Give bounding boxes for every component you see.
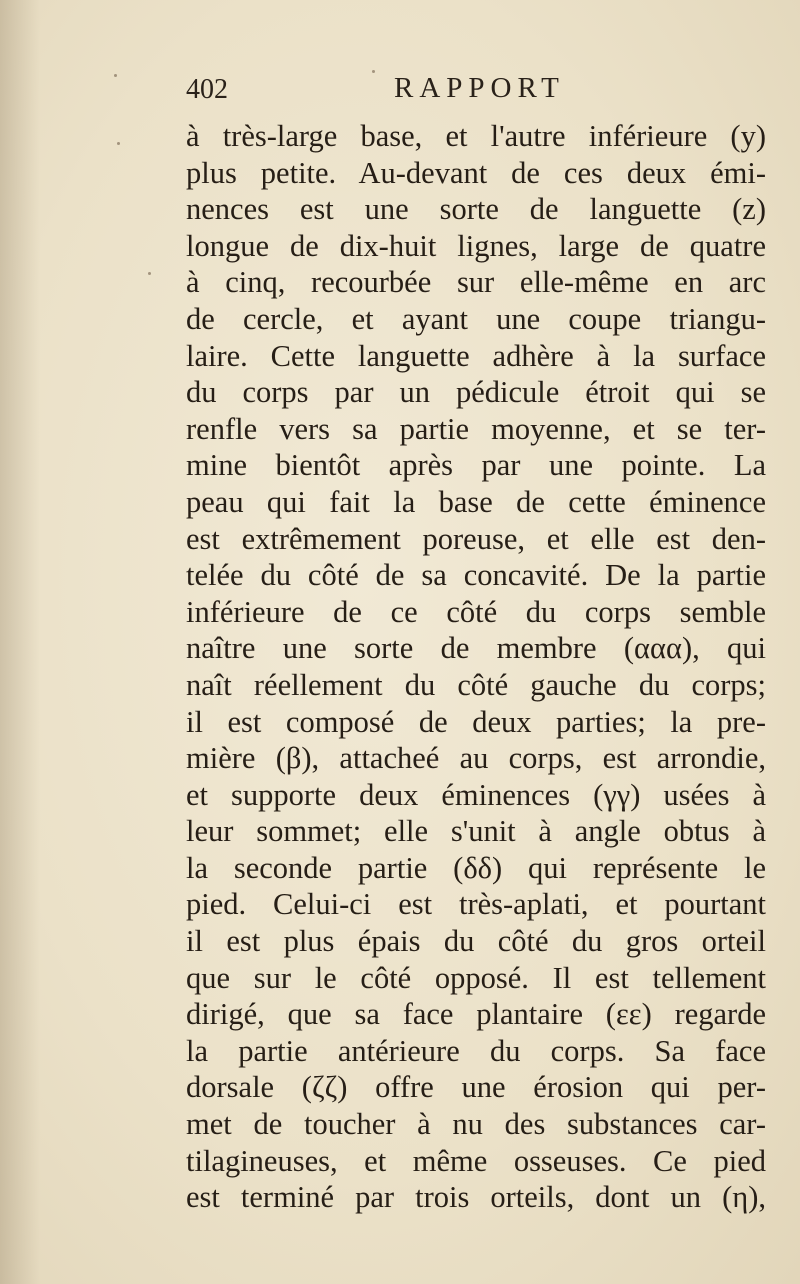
- text-line: de cercle, et ayant une coupe triangu-: [186, 301, 766, 336]
- text-line: la seconde partie (δδ) qui représente le: [186, 850, 766, 885]
- text-line: dirigé, que sa face plantaire (εε) regarde: [186, 997, 766, 1032]
- text-line: tilagineuses, et même osseuses. Ce pied: [186, 1143, 766, 1178]
- text-line: que sur le côté opposé. Il est tellement: [186, 960, 766, 995]
- text-line: inférieure de ce côté du corps semble: [186, 594, 766, 629]
- paper-speck: [372, 70, 375, 73]
- text-line: dorsale (ζζ) offre une érosion qui per-: [186, 1070, 766, 1105]
- text-line: mière (β), attacheé au corps, est arrondie,: [186, 741, 766, 776]
- gutter-shadow: [0, 0, 40, 1284]
- text-line: longue de dix-huit lignes, large de quatre: [186, 228, 766, 263]
- text-line: plus petite. Au-devant de ces deux émi-: [186, 155, 766, 190]
- text-line: met de toucher à nu des substances car-: [186, 1107, 766, 1142]
- text-line: à très-large base, et l'autre inférieure (y): [186, 119, 766, 153]
- running-title: RAPPORT: [394, 72, 565, 104]
- text-line: la partie antérieure du corps. Sa face: [186, 1033, 766, 1068]
- text-line: naît réellement du côté gauche du corps;: [186, 667, 766, 702]
- text-line: il est plus épais du côté du gros orteil: [186, 924, 766, 959]
- page-number: 402: [186, 74, 228, 105]
- paper-speck: [117, 142, 120, 145]
- text-line: peau qui fait la base de cette éminence: [186, 484, 766, 519]
- running-head: [186, 72, 766, 112]
- text-line: du corps par un pédicule étroit qui se: [186, 375, 766, 410]
- text-line: naître une sorte de membre (ααα), qui: [186, 631, 766, 666]
- text-line: telée du côté de sa concavité. De la partie: [186, 558, 766, 593]
- paper-speck: [148, 272, 151, 275]
- text-line: il est composé de deux parties; la pre-: [186, 704, 766, 739]
- text-line: laire. Cette languette adhère à la surface: [186, 338, 766, 373]
- text-line: renfle vers sa partie moyenne, et se ter-: [186, 411, 766, 446]
- text-line: à cinq, recourbée sur elle-même en arc: [186, 265, 766, 300]
- text-line: est extrêmement poreuse, et elle est den-: [186, 521, 766, 556]
- text-line: mine bientôt après par une pointe. La: [186, 448, 766, 483]
- text-line: et supporte deux éminences (γγ) usées à: [186, 777, 766, 812]
- text-line: nences est une sorte de languette (z): [186, 192, 766, 227]
- text-line: pied. Celui-ci est très-aplati, et pourtant: [186, 887, 766, 922]
- text-line: est terminé par trois orteils, dont un (η),: [186, 1180, 766, 1215]
- text-line: leur sommet; elle s'unit à angle obtus à: [186, 814, 766, 849]
- paper-speck: [114, 74, 117, 77]
- body-text: [186, 118, 766, 1216]
